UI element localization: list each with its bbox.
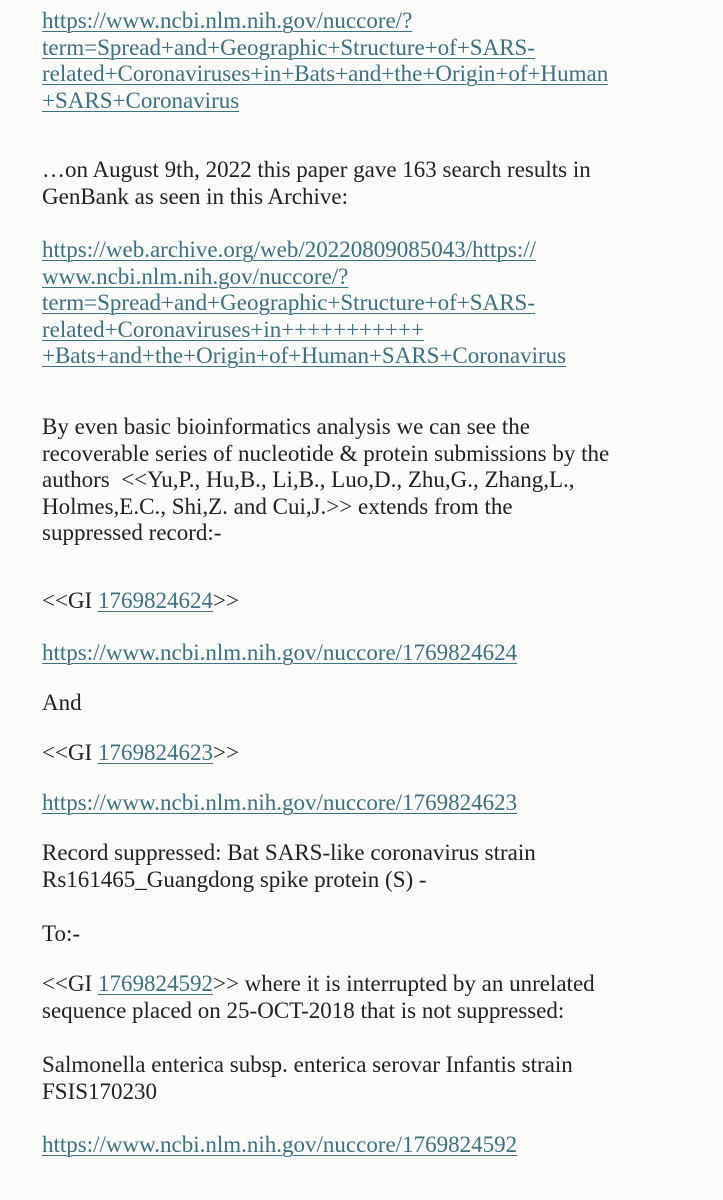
link-line[interactable]: related+Coronaviruses+in+Bats+and+the+Origin+of+Human: [42, 61, 609, 86]
gi-suffix: >> where it is interrupted by an unrelated: [212, 971, 595, 996]
link-line[interactable]: term=Spread+and+Geographic+Structure+of+SARS-: [42, 290, 535, 315]
text-line: To:-: [42, 921, 80, 946]
paragraph-record-suppressed: [42, 840, 701, 893]
link-line[interactable]: https://www.ncbi.nlm.nih.gov/nuccore/1769824623: [42, 790, 518, 815]
text-line: Record suppressed: Bat SARS-like coronavirus strain: [42, 840, 536, 865]
text-line: …on August 9th, 2022 this paper gave 163 search results in: [42, 157, 591, 182]
text-line: GenBank as seen in this Archive:: [42, 183, 348, 209]
gi-reference-3: [42, 971, 701, 1024]
ncbi-record-link-2[interactable]: [42, 790, 701, 817]
gi-id-link[interactable]: 1769824592: [97, 971, 213, 996]
gi-suffix: >>: [212, 588, 239, 613]
link-line[interactable]: www.ncbi.nlm.nih.gov/nuccore/?: [42, 263, 349, 289]
text-line: Holmes,E.C., Shi,Z. and Cui,J.>> extends from the: [42, 493, 513, 519]
to-text: [42, 921, 701, 948]
link-line[interactable]: related+Coronaviruses+in+++++++++++: [42, 316, 424, 342]
link-line[interactable]: https://www.ncbi.nlm.nih.gov/nuccore/1769824624: [42, 640, 518, 665]
gi-id-link[interactable]: 1769824624: [97, 588, 213, 613]
paragraph-salmonella: [42, 1052, 701, 1105]
gi-reference-1: [42, 588, 701, 615]
link-line[interactable]: term=Spread+and+Geographic+Structure+of+SARS-: [42, 34, 535, 60]
text-line: Rs161465_Guangdong spike protein (S) -: [42, 866, 427, 892]
gi-prefix: <<GI: [42, 588, 98, 613]
ncbi-record-link-1[interactable]: [42, 640, 701, 667]
link-line[interactable]: https://www.ncbi.nlm.nih.gov/nuccore/1769824592: [42, 1132, 518, 1157]
gi-id-link[interactable]: 1769824623: [97, 740, 213, 765]
text-line: By even basic bioinformatics analysis we can see the: [42, 414, 530, 439]
and-text: [42, 690, 701, 717]
text-line: suppressed record:-: [42, 520, 222, 545]
text-line: recoverable series of nucleotide & protein submissions by the: [42, 440, 610, 466]
gi-prefix: <<GI: [42, 740, 98, 765]
archive-link[interactable]: [42, 237, 701, 370]
paragraph-search-results: [42, 157, 701, 210]
gi-suffix: >>: [212, 740, 239, 765]
text-line: authors <<Yu,P., Hu,B., Li,B., Luo,D., Zhu,G., Zhang,L.,: [42, 467, 575, 492]
link-line[interactable]: +Bats+and+the+Origin+of+Human+SARS+Coronavirus: [42, 343, 567, 368]
gi-reference-2: [42, 740, 701, 767]
link-line[interactable]: https://web.archive.org/web/20220809085043/https://: [42, 237, 537, 262]
gi-prefix: <<GI: [42, 971, 98, 996]
ncbi-search-link[interactable]: [42, 8, 701, 114]
text-line: FSIS170230: [42, 1078, 158, 1104]
text-line: Salmonella enterica subsp. enterica serovar Infantis strain: [42, 1052, 573, 1077]
text-line: sequence placed on 25-OCT-2018 that is not suppressed:: [42, 997, 565, 1023]
link-line[interactable]: +SARS+Coronavirus: [42, 87, 240, 113]
text-line: And: [42, 690, 82, 715]
link-line[interactable]: https://www.ncbi.nlm.nih.gov/nuccore/?: [42, 8, 413, 33]
ncbi-record-link-3[interactable]: [42, 1132, 701, 1159]
paragraph-analysis: [42, 414, 701, 547]
